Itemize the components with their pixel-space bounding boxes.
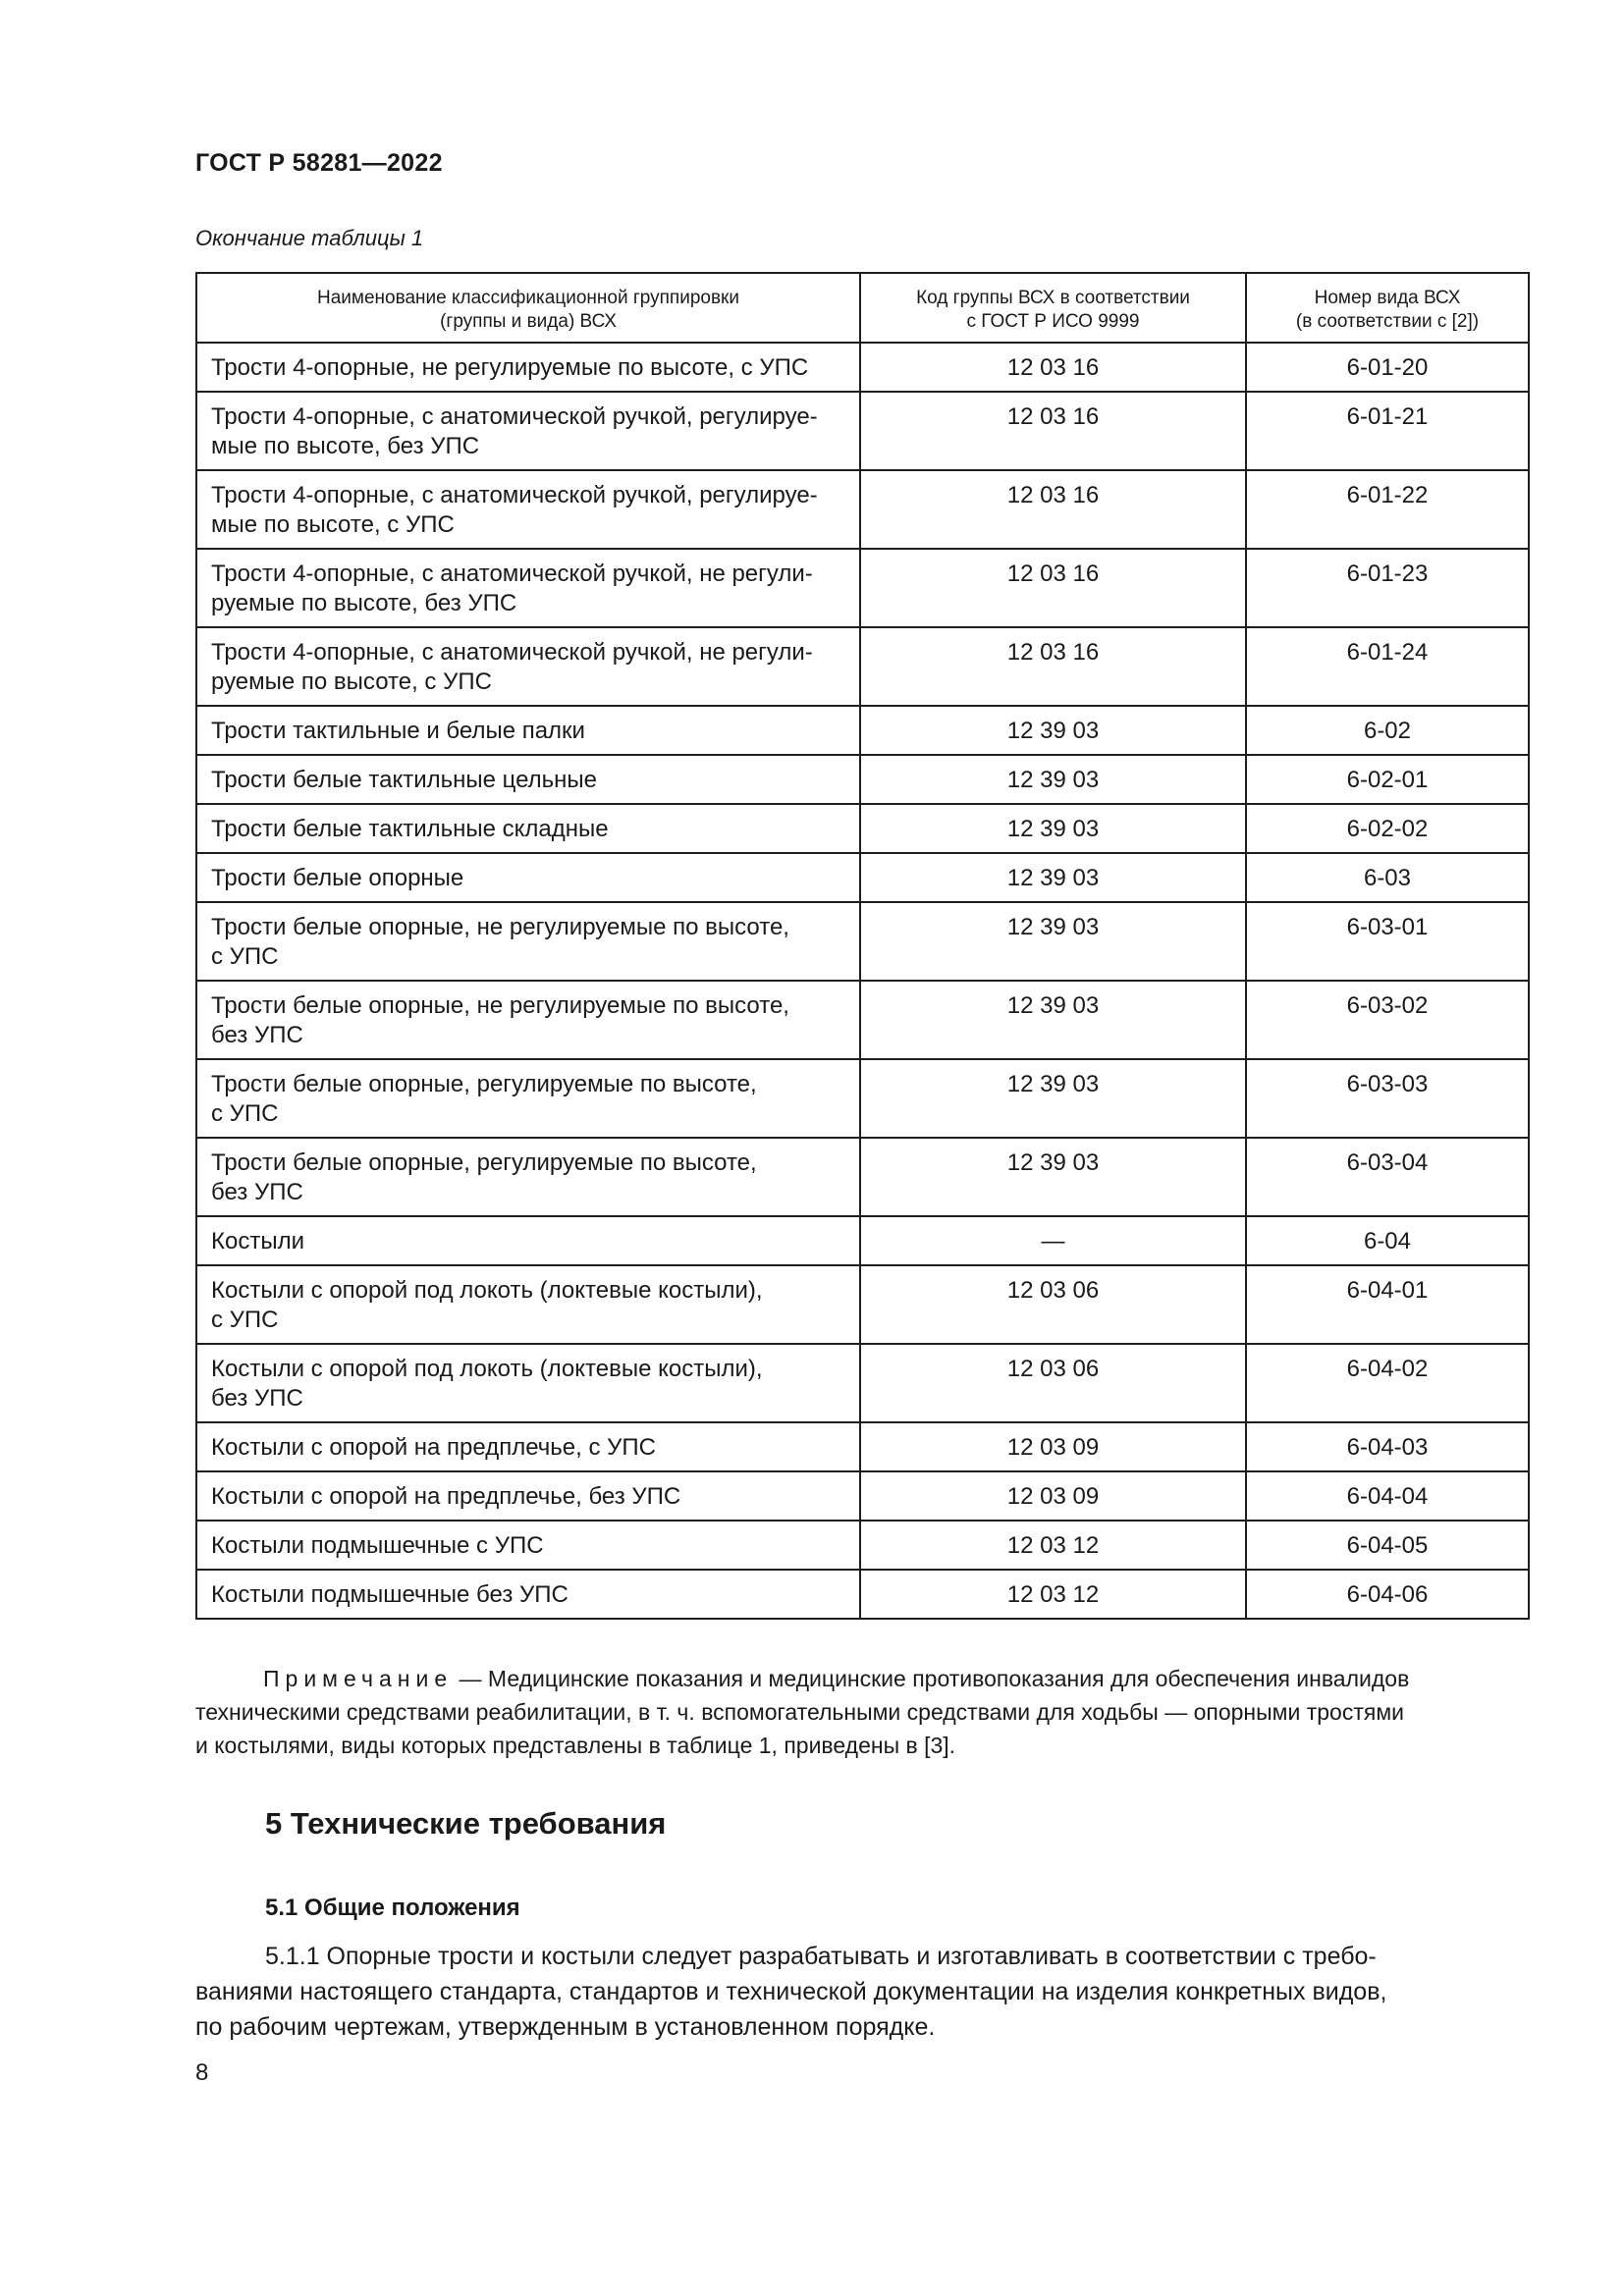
table-row xyxy=(196,1265,1529,1344)
page-number: 8 xyxy=(195,2059,209,2086)
table-row xyxy=(196,1138,1529,1216)
cell-code: 12 03 06 xyxy=(860,1344,1246,1422)
table-row xyxy=(196,1059,1529,1138)
cell-number: 6-04-02 xyxy=(1246,1344,1529,1422)
table-row xyxy=(196,804,1529,853)
table-caption: Окончание таблицы 1 xyxy=(195,226,424,250)
note-line: и костылями, виды которых представлены в таблице 1, приведены в [3]. xyxy=(195,1733,956,1758)
paragraph-line: 5.1.1 Опорные трости и костыли следует разрабатывать и изготавливать в соответствии с требо- xyxy=(265,1943,1377,1970)
cell-code: 12 03 09 xyxy=(860,1422,1246,1471)
cell-number: 6-04-06 xyxy=(1246,1570,1529,1619)
cell-code: 12 03 12 xyxy=(860,1521,1246,1570)
table-note xyxy=(195,1662,1528,1762)
cell-code: 12 03 06 xyxy=(860,1265,1246,1344)
table-row xyxy=(196,902,1529,981)
cell-number: 6-03 xyxy=(1246,853,1529,902)
cell-name: Трости тактильные и белые палки xyxy=(196,706,860,755)
note-label: Примечание xyxy=(263,1666,454,1691)
cell-name: Трости белые опорные, регулируемые по высоте, без УПС xyxy=(196,1138,860,1216)
cell-code: 12 39 03 xyxy=(860,804,1246,853)
cell-code: 12 39 03 xyxy=(860,902,1246,981)
cell-number: 6-01-20 xyxy=(1246,343,1529,392)
cell-name: Трости белые тактильные цельные xyxy=(196,755,860,804)
cell-number: 6-02 xyxy=(1246,706,1529,755)
cell-name: Трости белые опорные, регулируемые по высоте, с УПС xyxy=(196,1059,860,1138)
cell-code: 12 39 03 xyxy=(860,981,1246,1059)
cell-name: Костыли подмышечные без УПС xyxy=(196,1570,860,1619)
table-row xyxy=(196,1422,1529,1471)
cell-code: 12 03 09 xyxy=(860,1471,1246,1521)
table-row xyxy=(196,1471,1529,1521)
cell-code: 12 03 16 xyxy=(860,549,1246,627)
table-row xyxy=(196,755,1529,804)
note-line: Примечание — Медицинские показания и медицинские противопоказания для обеспечения инвалидов xyxy=(263,1666,1410,1691)
cell-code: 12 39 03 xyxy=(860,1059,1246,1138)
paragraph-line: по рабочим чертежам, утвержденным в установленном порядке. xyxy=(195,2013,936,2041)
cell-number: 6-02-02 xyxy=(1246,804,1529,853)
cell-number: 6-03-04 xyxy=(1246,1138,1529,1216)
cell-code: — xyxy=(860,1216,1246,1265)
cell-number: 6-04-04 xyxy=(1246,1471,1529,1521)
cell-name: Трости 4-опорные, не регулируемые по высоте, с УПС xyxy=(196,343,860,392)
cell-number: 6-04-05 xyxy=(1246,1521,1529,1570)
cell-name: Костыли с опорой на предплечье, без УПС xyxy=(196,1471,860,1521)
cell-name: Костыли с опорой под локоть (локтевые костыли), с УПС xyxy=(196,1265,860,1344)
cell-number: 6-01-23 xyxy=(1246,549,1529,627)
cell-name: Трости 4-опорные, с анатомической ручкой, регулируе- мые по высоте, с УПС xyxy=(196,470,860,549)
cell-code: 12 03 12 xyxy=(860,1570,1246,1619)
table-row xyxy=(196,549,1529,627)
cell-number: 6-01-24 xyxy=(1246,627,1529,706)
cell-name: Трости 4-опорные, с анатомической ручкой, не регули- руемые по высоте, без УПС xyxy=(196,549,860,627)
column-header-name: Наименование классификационной группировки (группы и вида) ВСХ xyxy=(196,273,860,343)
cell-code: 12 03 16 xyxy=(860,627,1246,706)
cell-code: 12 39 03 xyxy=(860,755,1246,804)
cell-number: 6-01-21 xyxy=(1246,392,1529,470)
cell-name: Трости 4-опорные, с анатомической ручкой, регулируе- мые по высоте, без УПС xyxy=(196,392,860,470)
body-paragraph xyxy=(195,1939,1528,2045)
cell-name: Трости 4-опорные, с анатомической ручкой, не регули- руемые по высоте, с УПС xyxy=(196,627,860,706)
table-row xyxy=(196,470,1529,549)
cell-number: 6-04-01 xyxy=(1246,1265,1529,1344)
table-row xyxy=(196,981,1529,1059)
cell-code: 12 39 03 xyxy=(860,706,1246,755)
table-row xyxy=(196,627,1529,706)
table-row xyxy=(196,1521,1529,1570)
column-header-number: Номер вида ВСХ (в соответствии с [2]) xyxy=(1246,273,1529,343)
table-row xyxy=(196,343,1529,392)
cell-name: Трости белые опорные, не регулируемые по высоте, без УПС xyxy=(196,981,860,1059)
note-line: техническими средствами реабилитации, в т. ч. вспомогательными средствами для ходьбы — опорными тростями xyxy=(195,1699,1404,1725)
document-standard-header: ГОСТ Р 58281—2022 xyxy=(195,149,443,177)
cell-code: 12 03 16 xyxy=(860,392,1246,470)
cell-number: 6-04 xyxy=(1246,1216,1529,1265)
cell-name: Костыли с опорой на предплечье, с УПС xyxy=(196,1422,860,1471)
table-row xyxy=(196,392,1529,470)
cell-number: 6-04-03 xyxy=(1246,1422,1529,1471)
cell-name: Костыли с опорой под локоть (локтевые костыли), без УПС xyxy=(196,1344,860,1422)
subsection-title: 5.1 Общие положения xyxy=(265,1895,520,1921)
paragraph-line: ваниями настоящего стандарта, стандартов и технической документации на изделия конкретных видов, xyxy=(195,1978,1387,2005)
table-header-row xyxy=(196,273,1529,343)
cell-number: 6-03-03 xyxy=(1246,1059,1529,1138)
cell-name: Трости белые тактильные складные xyxy=(196,804,860,853)
table-row xyxy=(196,706,1529,755)
cell-code: 12 03 16 xyxy=(860,343,1246,392)
cell-code: 12 39 03 xyxy=(860,853,1246,902)
cell-name: Костыли подмышечные с УПС xyxy=(196,1521,860,1570)
classification-table xyxy=(195,272,1530,1620)
cell-name: Трости белые опорные xyxy=(196,853,860,902)
cell-code: 12 39 03 xyxy=(860,1138,1246,1216)
cell-code: 12 03 16 xyxy=(860,470,1246,549)
cell-name: Трости белые опорные, не регулируемые по высоте, с УПС xyxy=(196,902,860,981)
table-row xyxy=(196,1216,1529,1265)
cell-number: 6-01-22 xyxy=(1246,470,1529,549)
table-row xyxy=(196,1344,1529,1422)
table-row xyxy=(196,853,1529,902)
cell-number: 6-02-01 xyxy=(1246,755,1529,804)
column-header-code: Код группы ВСХ в соответствии с ГОСТ Р ИСО 9999 xyxy=(860,273,1246,343)
cell-number: 6-03-02 xyxy=(1246,981,1529,1059)
cell-number: 6-03-01 xyxy=(1246,902,1529,981)
section-title: 5 Технические требования xyxy=(265,1806,667,1841)
cell-name: Костыли xyxy=(196,1216,860,1265)
table-row xyxy=(196,1570,1529,1619)
